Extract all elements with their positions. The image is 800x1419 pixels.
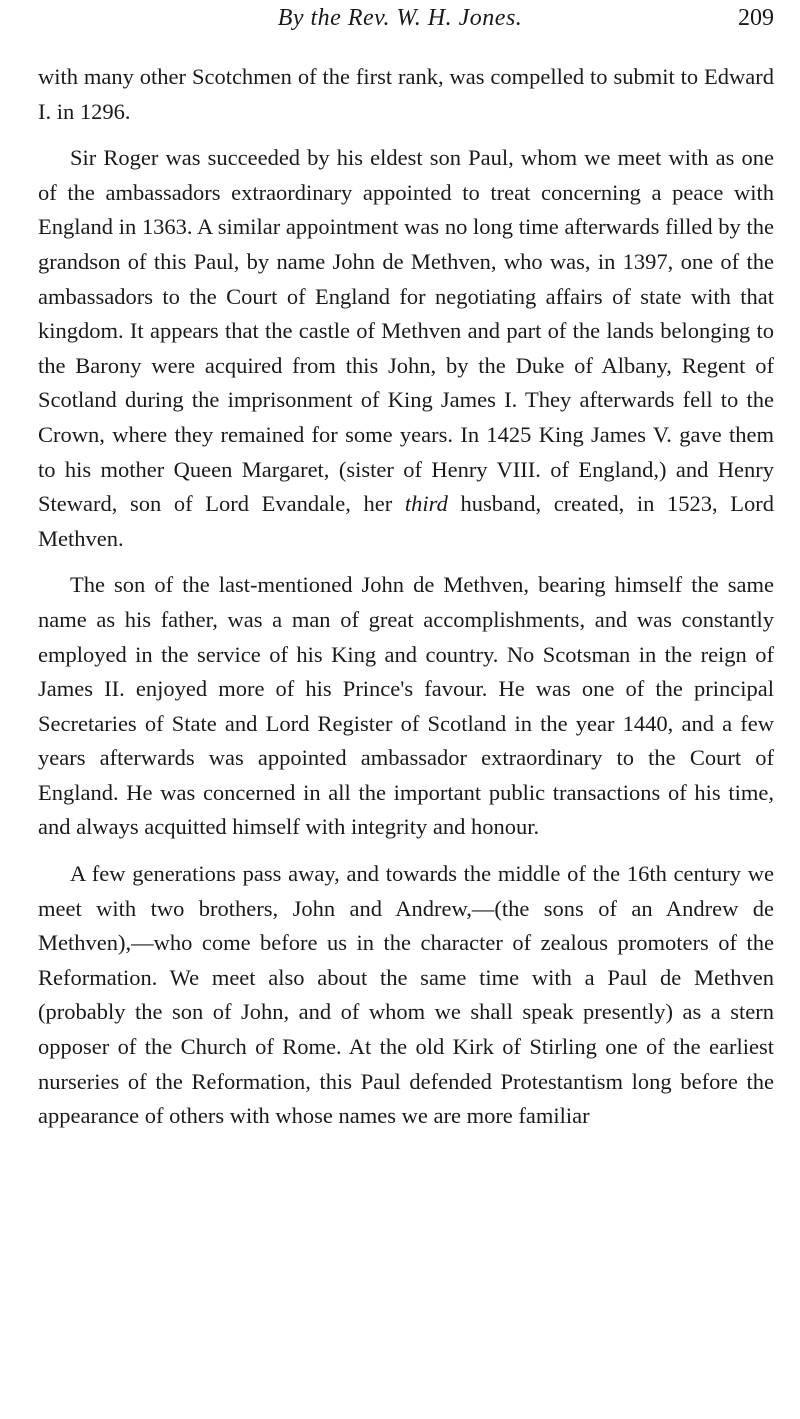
- paragraph-sir-roger: [38, 141, 774, 556]
- paragraph-text-after: husband, created, in 1523, Lord Methven.: [38, 491, 774, 551]
- running-header: [0, 3, 800, 37]
- page-number: 209: [738, 5, 774, 31]
- paragraph-reformation: A few generations pass away, and towards the middle of the 16th century we meet with two brothers, John and Andrew,—(the sons of an Andrew de Methven),—who come before us in the character of zealous promoters of the Reformation. We meet also about the same time with a Paul de Methven (probably the son of John, and of whom we shall speak presently) as a stern opposer of the Church of Rome. At the old Kirk of Stirling one of the earliest nurseries of the Reformation, this Paul defended Protestantism long before the appearance of others with whose names we are more familiar: [38, 861, 774, 1129]
- paragraph-continuation: with many other Scotchmen of the first rank, was compelled to submit to Edward I. in 1296.: [38, 64, 774, 124]
- emphasis-third: third: [404, 491, 448, 517]
- paragraph-son-of-john: The son of the last-mentioned John de Methven, bearing himself the same name as his father, was a man of great accomplishments, and was constantly employed in the service of his King and country. No Scotsman in the reign of James II. enjoyed more of his Prince's favour. He was one of the principal Secretaries of State and Lord Register of Scotland in the year 1440, and a few years afterwards was appointed ambassador extraordinary to the Court of England. He was concerned in all the important public transactions of his time, and always acquitted himself with integrity and honour.: [38, 572, 774, 840]
- body-text: [38, 60, 774, 1146]
- paragraph-text: Sir Roger was succeeded by his eldest son Paul, whom we meet with as one of the ambassadors extraordinary appointed to treat concerning a peace with England in 1363. A similar appointment was no long time afterwards filled by the grandson of this Paul, by name John de Methven, who was, in 1397, one of the ambassadors to the Court of England for negotiating affairs of state with that kingdom. It appears that the castle of Methven and part of the lands belonging to the Barony were acquired from this John, by the Duke of Albany, Regent of Scotland during the imprisonment of King James I. They afterwards fell to the Crown, where they remained for some years. In 1425 King James V. gave them to his mother Queen Margaret, (sister of Henry VIII. of England,) and Henry Steward, son of Lord Evandale, her: [38, 145, 774, 517]
- running-title: By the Rev. W. H. Jones.: [277, 5, 523, 31]
